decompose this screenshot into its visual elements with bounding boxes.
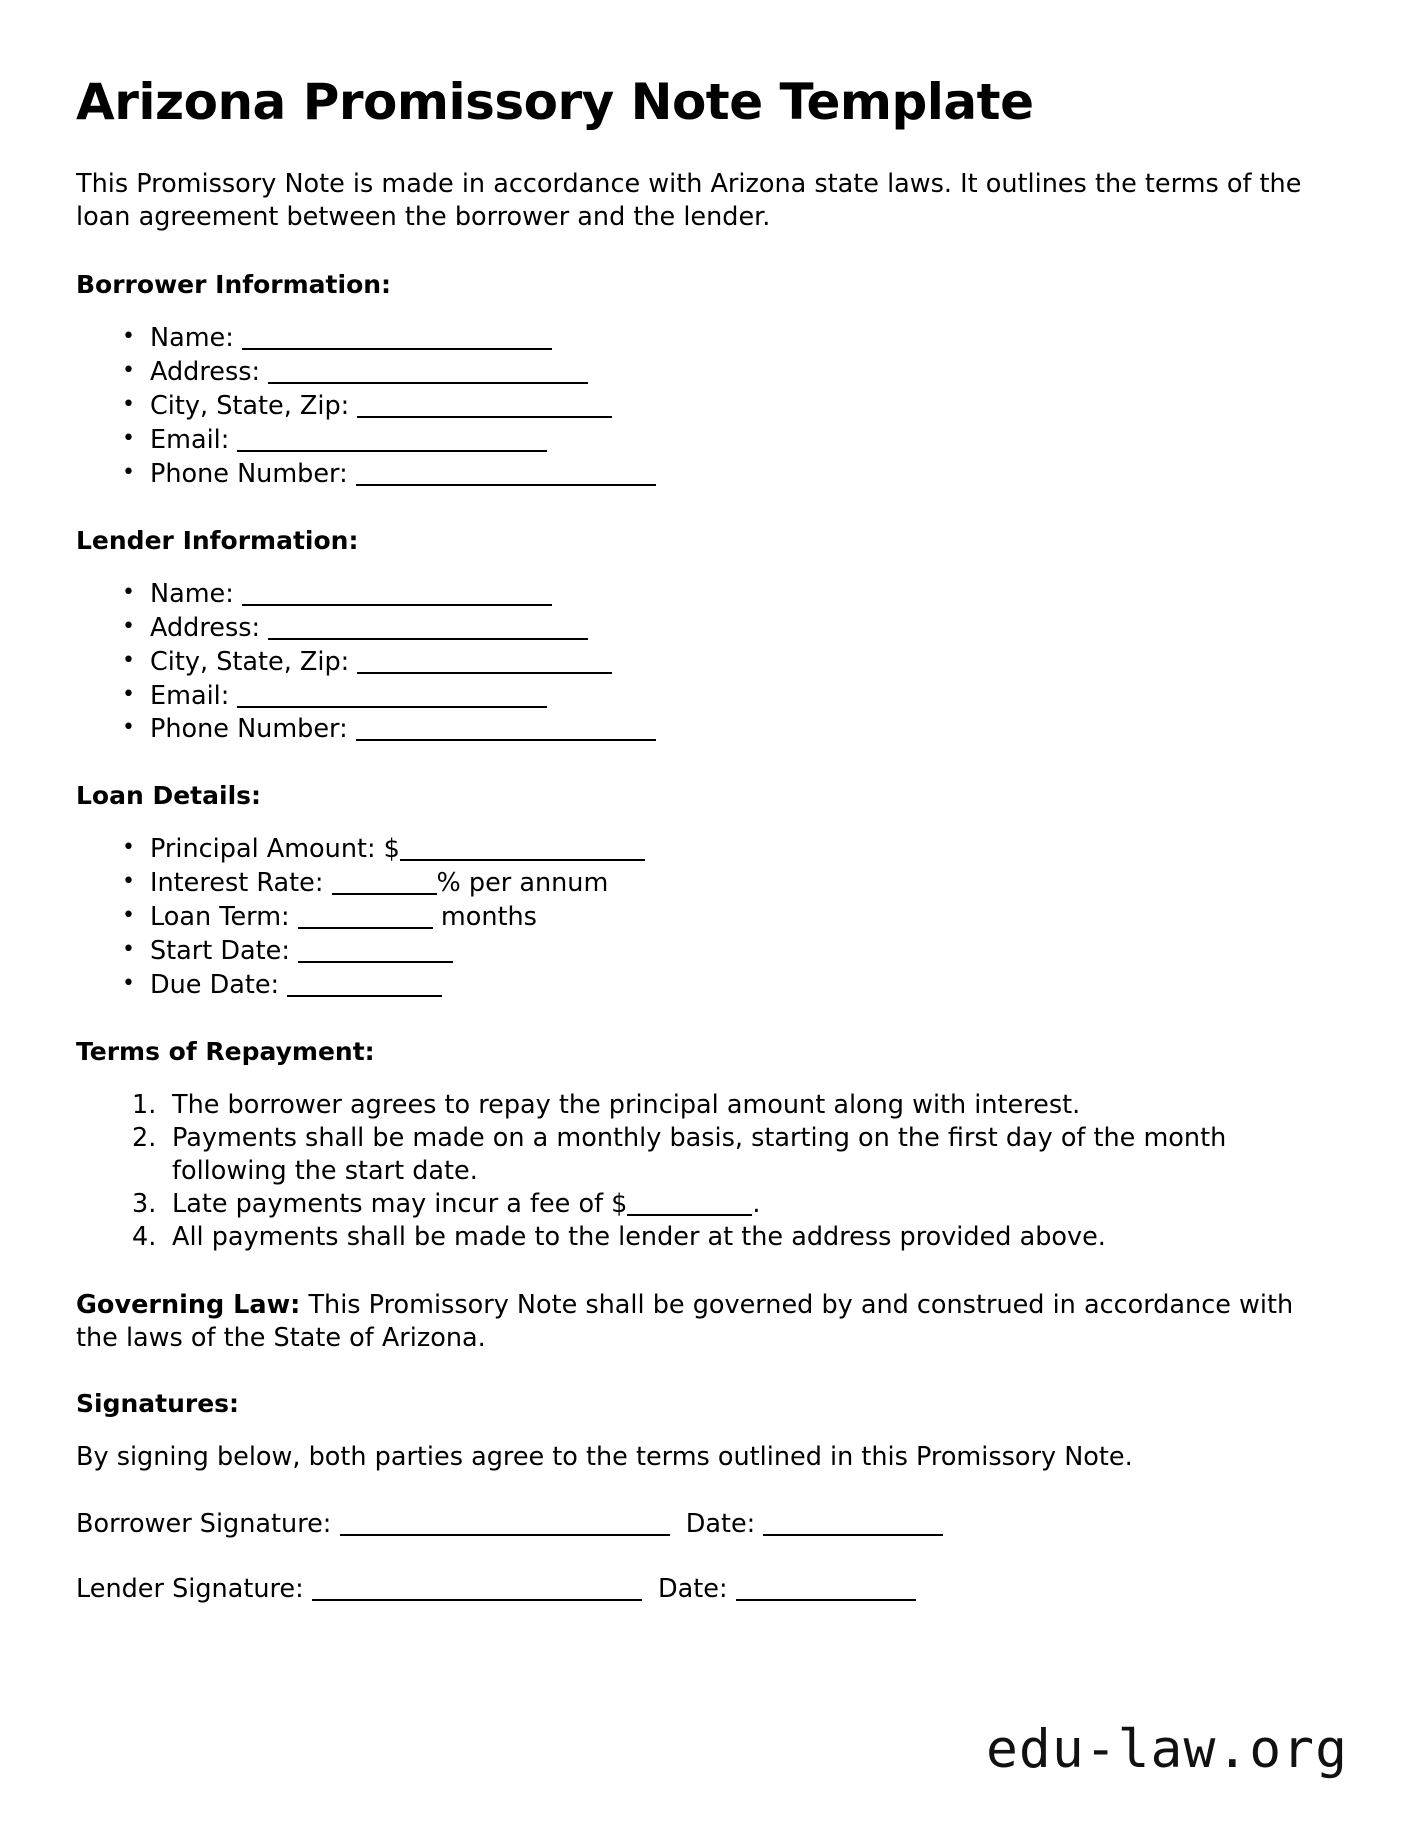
- fill-in-blank[interactable]: [268, 619, 588, 640]
- list-item: [172, 1221, 1334, 1254]
- page-title: Arizona Promissory Note Template: [76, 73, 1034, 131]
- list-item: [116, 713, 1334, 747]
- term-text: Late payments may incur a fee of $: [172, 1189, 628, 1220]
- list-item: [116, 867, 1334, 901]
- lender-information-heading: Lender Information:: [76, 525, 359, 555]
- lender-information-fields: [76, 578, 1334, 748]
- field-suffix: months: [432, 902, 537, 933]
- fill-in-blank[interactable]: [237, 687, 547, 708]
- field-label: City, State, Zip:: [150, 646, 350, 677]
- field-label: Due Date:: [150, 969, 280, 1000]
- borrower-information-heading: Borrower Information:: [76, 270, 392, 300]
- governing-law-paragraph: [76, 1289, 1334, 1355]
- field-label: City, State, Zip:: [150, 391, 350, 422]
- signature-agreement-text: By signing below, both parties agree to the terms outlined in this Promissory Note.: [76, 1441, 1133, 1472]
- borrower-date-label: Date:: [685, 1509, 756, 1539]
- field-label: Email:: [150, 425, 230, 455]
- list-item: [172, 1122, 1334, 1188]
- lender-signature-blank[interactable]: [312, 1580, 642, 1601]
- borrower-information-fields: [76, 322, 1334, 492]
- term-text: All payments shall be made to the lender at the address provided above.: [172, 1222, 1106, 1253]
- term-text: The borrower agrees to repay the principal amount along with interest.: [172, 1089, 1081, 1120]
- field-label: Address:: [150, 612, 261, 643]
- list-item: [116, 969, 1334, 1003]
- fill-in-blank[interactable]: [298, 942, 453, 963]
- fill-in-blank[interactable]: [287, 976, 442, 997]
- field-label: Name:: [150, 323, 234, 354]
- field-label: Interest Rate:: [150, 868, 324, 899]
- list-item: [116, 390, 1334, 424]
- field-label: Phone Number:: [150, 458, 348, 489]
- fill-in-blank[interactable]: [357, 397, 612, 418]
- fill-in-blank[interactable]: [298, 908, 433, 929]
- borrower-date-blank[interactable]: [763, 1515, 943, 1536]
- fill-in-blank[interactable]: [237, 431, 547, 452]
- field-label: Loan Term:: [150, 902, 290, 933]
- terms-of-repayment-heading: Terms of Repayment:: [76, 1036, 375, 1066]
- list-item: [116, 935, 1334, 969]
- field-suffix: % per annum: [436, 868, 609, 899]
- field-label: Principal Amount: $: [150, 834, 400, 865]
- terms-of-repayment-list: [76, 1089, 1334, 1255]
- list-item: [116, 458, 1334, 492]
- governing-law-label: Governing Law:: [76, 1289, 301, 1320]
- fill-in-blank[interactable]: [242, 585, 552, 606]
- lender-date-label: Date:: [658, 1574, 728, 1605]
- document-content: [76, 74, 1334, 1638]
- fill-in-blank[interactable]: [242, 329, 552, 350]
- fill-in-blank[interactable]: [356, 465, 656, 486]
- lender-signature-label: Lender Signature:: [76, 1574, 304, 1605]
- list-item: [116, 680, 1334, 714]
- list-item: [116, 424, 1334, 458]
- field-label: Name:: [150, 578, 234, 609]
- list-item: [172, 1089, 1334, 1122]
- term-text: Payments shall be made on a monthly basis, starting on the first day of the month following the start date.: [172, 1123, 1227, 1187]
- term-text-after: .: [752, 1189, 761, 1220]
- borrower-signature-row: [76, 1508, 1334, 1541]
- borrower-signature-blank[interactable]: [340, 1515, 670, 1536]
- fill-in-blank[interactable]: [356, 720, 656, 741]
- list-item: [116, 646, 1334, 680]
- fill-in-blank[interactable]: [268, 363, 588, 384]
- signatures-heading: Signatures:: [76, 1388, 240, 1418]
- loan-details-fields: [76, 833, 1334, 1003]
- list-item: [116, 612, 1334, 646]
- list-item: [116, 578, 1334, 612]
- list-item: [116, 833, 1334, 867]
- field-label: Address:: [150, 357, 261, 388]
- lender-date-blank[interactable]: [736, 1580, 916, 1601]
- fill-in-blank[interactable]: [332, 874, 437, 895]
- list-item: [172, 1188, 1334, 1221]
- fill-in-blank[interactable]: [627, 1195, 752, 1216]
- field-label: Phone Number:: [150, 714, 348, 745]
- borrower-signature-label: Borrower Signature:: [76, 1509, 332, 1539]
- list-item: [116, 322, 1334, 356]
- list-item: [116, 901, 1334, 935]
- governing-law-text: This Promissory Note shall be governed by and construed in accordance with the laws of the State of Arizona.: [76, 1289, 1294, 1353]
- lender-signature-row: [76, 1573, 1334, 1606]
- field-label: Email:: [150, 680, 230, 711]
- intro-paragraph: This Promissory Note is made in accordance with Arizona state laws. It outlines the terms of the loan agreement between the borrower and the lender.: [76, 169, 1302, 233]
- field-label: Start Date:: [150, 936, 290, 967]
- fill-in-blank[interactable]: [357, 653, 612, 674]
- loan-details-heading: Loan Details:: [76, 781, 262, 811]
- fill-in-blank[interactable]: [400, 840, 645, 861]
- site-watermark: edu-law.org: [986, 1719, 1348, 1780]
- list-item: [116, 356, 1334, 390]
